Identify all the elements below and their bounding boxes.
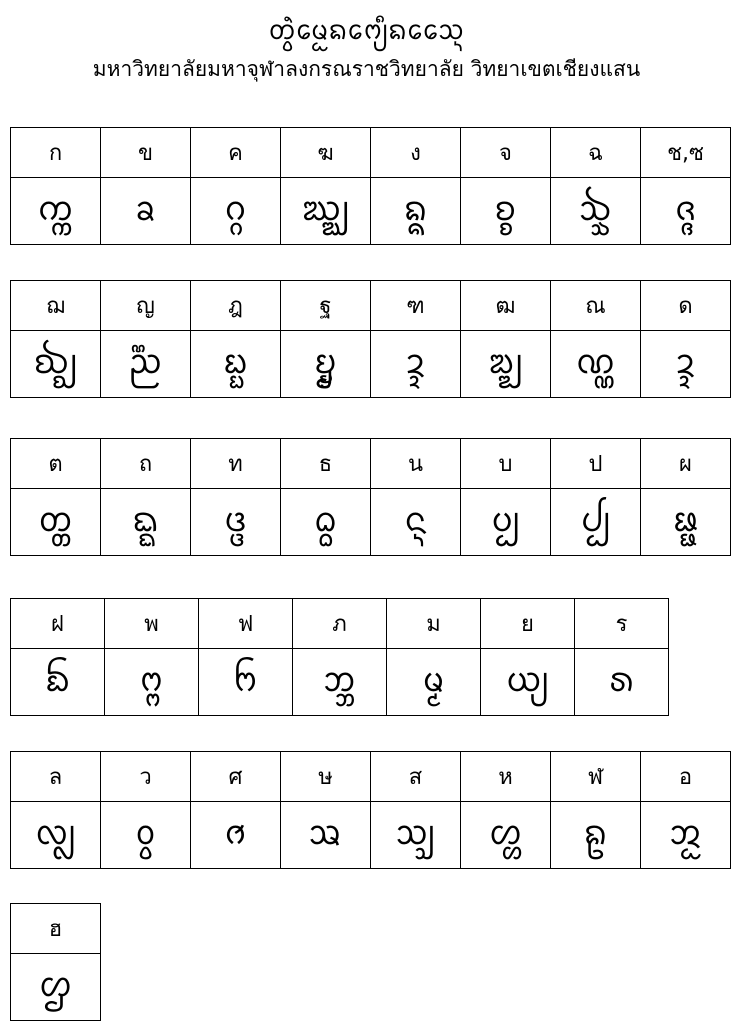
tham-letter: ᨺ — [11, 649, 105, 716]
tham-letter: ᨩ᩠ᨩ — [641, 178, 731, 245]
tham-letter: ᨶ᩠ᨶ — [371, 489, 461, 556]
tham-letter: ᨸ᩠ᨸ — [551, 489, 641, 556]
tham-letter: ᨭ᩠ᨭ — [191, 331, 281, 398]
thai-letter: ญ — [101, 281, 191, 331]
tham-letter: ᨹ᩠ᨹ — [641, 489, 731, 556]
tham-letter: ᨿ᩠ᨿ — [481, 649, 575, 716]
thai-letter: ข — [101, 128, 191, 178]
thai-letter: ฝ — [11, 599, 105, 649]
thai-letter: ฟ — [199, 599, 293, 649]
thai-letter-row — [11, 128, 731, 178]
tham-letter: ᨳ᩠ᨳ — [101, 489, 191, 556]
tham-letter: ᩊ — [551, 802, 641, 869]
thai-letter: อ — [641, 752, 731, 802]
page-title: ᨲ᩠ᩅᩫᨾᩮᩬᨦᨻᩮ᩠ᨿᩥᨦᩈᩯ᩠ᨶ — [268, 15, 465, 46]
thai-letter-row — [11, 904, 101, 954]
thai-letter: ง — [371, 128, 461, 178]
tham-letter: ᨷ᩠ᨷ — [461, 489, 551, 556]
thai-letter: ฑ — [371, 281, 461, 331]
alphabet-table-6 — [10, 903, 101, 1021]
thai-letter: ฬ — [551, 752, 641, 802]
tham-letter: ᨴ᩠ᨴ — [191, 489, 281, 556]
tham-letter: ᨡ — [101, 178, 191, 245]
thai-letter: ภ — [293, 599, 387, 649]
tham-letter: ᨻ᩠ᨻ — [105, 649, 199, 716]
alphabet-table-5 — [10, 751, 731, 869]
thai-letter: ฌ — [11, 281, 101, 331]
thai-letter: ผ — [641, 439, 731, 489]
thai-letter: ช,ซ — [641, 128, 731, 178]
thai-letter-row — [11, 281, 731, 331]
thai-letter: ค — [191, 128, 281, 178]
thai-letter: ษ — [281, 752, 371, 802]
tham-letter: ᨠ᩠ᨠ — [11, 178, 101, 245]
tham-letter: ᨲ᩠ᨲ — [11, 489, 101, 556]
tham-letter: ᨰ᩠ᨰ — [461, 331, 551, 398]
thai-letter: ฆ — [281, 128, 371, 178]
tham-letter-row — [11, 331, 731, 398]
tham-letter-row — [11, 489, 731, 556]
tham-letter: ᩌ — [11, 954, 101, 1021]
thai-letter: ณ — [551, 281, 641, 331]
tham-letter: ᩃ᩠ᩃ — [11, 802, 101, 869]
thai-letter: บ — [461, 439, 551, 489]
tham-letter: ᨽ᩠ᨽ — [293, 649, 387, 716]
thai-letter: ก — [11, 128, 101, 178]
thai-letter: ฮ — [11, 904, 101, 954]
thai-letter: ต — [11, 439, 101, 489]
tham-letter: ᨫ᩠ᨫ — [11, 331, 101, 398]
tham-letter: ᩆ — [191, 802, 281, 869]
thai-letter: พ — [105, 599, 199, 649]
thai-letter: น — [371, 439, 461, 489]
thai-letter: ถ — [101, 439, 191, 489]
alphabet-table-3 — [10, 438, 731, 556]
page-subtitle: มหาวิทยาลัยมหาจุฬาลงกรณราชวิทยาลัย วิทยาเขตเชียงแสน — [92, 57, 641, 81]
thai-letter: ฒ — [461, 281, 551, 331]
tham-letter: ᩁ — [575, 649, 669, 716]
thai-letter: ห — [461, 752, 551, 802]
tham-letter: ᨬ᩠ᨬ — [101, 331, 191, 398]
alphabet-table-1 — [10, 127, 731, 245]
tham-letter: ᩋ᩠ᩋ — [641, 802, 731, 869]
thai-letter: ศ — [191, 752, 281, 802]
thai-letter: ป — [551, 439, 641, 489]
thai-letter: ส — [371, 752, 461, 802]
tham-letter: ᨱ᩠ᨱ — [551, 331, 641, 398]
thai-letter-row — [11, 752, 731, 802]
tham-letter: ᩉ᩠ᩉ — [461, 802, 551, 869]
tham-letter-row — [11, 802, 731, 869]
tham-letter: ᨥ᩠ᨥ — [281, 178, 371, 245]
thai-letter: ฉ — [551, 128, 641, 178]
tham-letter: ᨨ᩠ᨨ — [551, 178, 641, 245]
thai-letter: จ — [461, 128, 551, 178]
tham-letter: ᨣ᩠ᨣ — [191, 178, 281, 245]
tham-letter: ᨮ᩠ᨮ — [281, 331, 371, 398]
thai-letter: ด — [641, 281, 731, 331]
thai-letter: ว — [101, 752, 191, 802]
tham-letter: ᨾ᩠ᨾ — [387, 649, 481, 716]
tham-letter: ᨦ᩠ᨦ — [371, 178, 461, 245]
tham-letter: ᨯ᩠ᨯ — [641, 331, 731, 398]
tham-letter: ᩇ — [281, 802, 371, 869]
thai-letter: ท — [191, 439, 281, 489]
alphabet-table-4 — [10, 598, 669, 716]
tham-letter: ᨵ᩠ᨵ — [281, 489, 371, 556]
thai-letter-row — [11, 439, 731, 489]
tham-letter-row — [11, 649, 669, 716]
alphabet-table-2 — [10, 280, 731, 398]
tham-letter-row — [11, 954, 101, 1021]
tham-letter: ᩅ᩠ᩅ — [101, 802, 191, 869]
tham-letter: ᩈ᩠ᩈ — [371, 802, 461, 869]
thai-letter-row — [11, 599, 669, 649]
tham-letter: ᨼ — [199, 649, 293, 716]
thai-letter: ฐ — [281, 281, 371, 331]
thai-letter: ม — [387, 599, 481, 649]
thai-letter: ธ — [281, 439, 371, 489]
thai-letter: ฎ — [191, 281, 281, 331]
thai-letter: ร — [575, 599, 669, 649]
tham-letter: ᨯ᩠ᨯ — [371, 331, 461, 398]
thai-letter: ย — [481, 599, 575, 649]
thai-letter: ล — [11, 752, 101, 802]
tham-letter-row — [11, 178, 731, 245]
tham-letter: ᨧ᩠ᨧ — [461, 178, 551, 245]
